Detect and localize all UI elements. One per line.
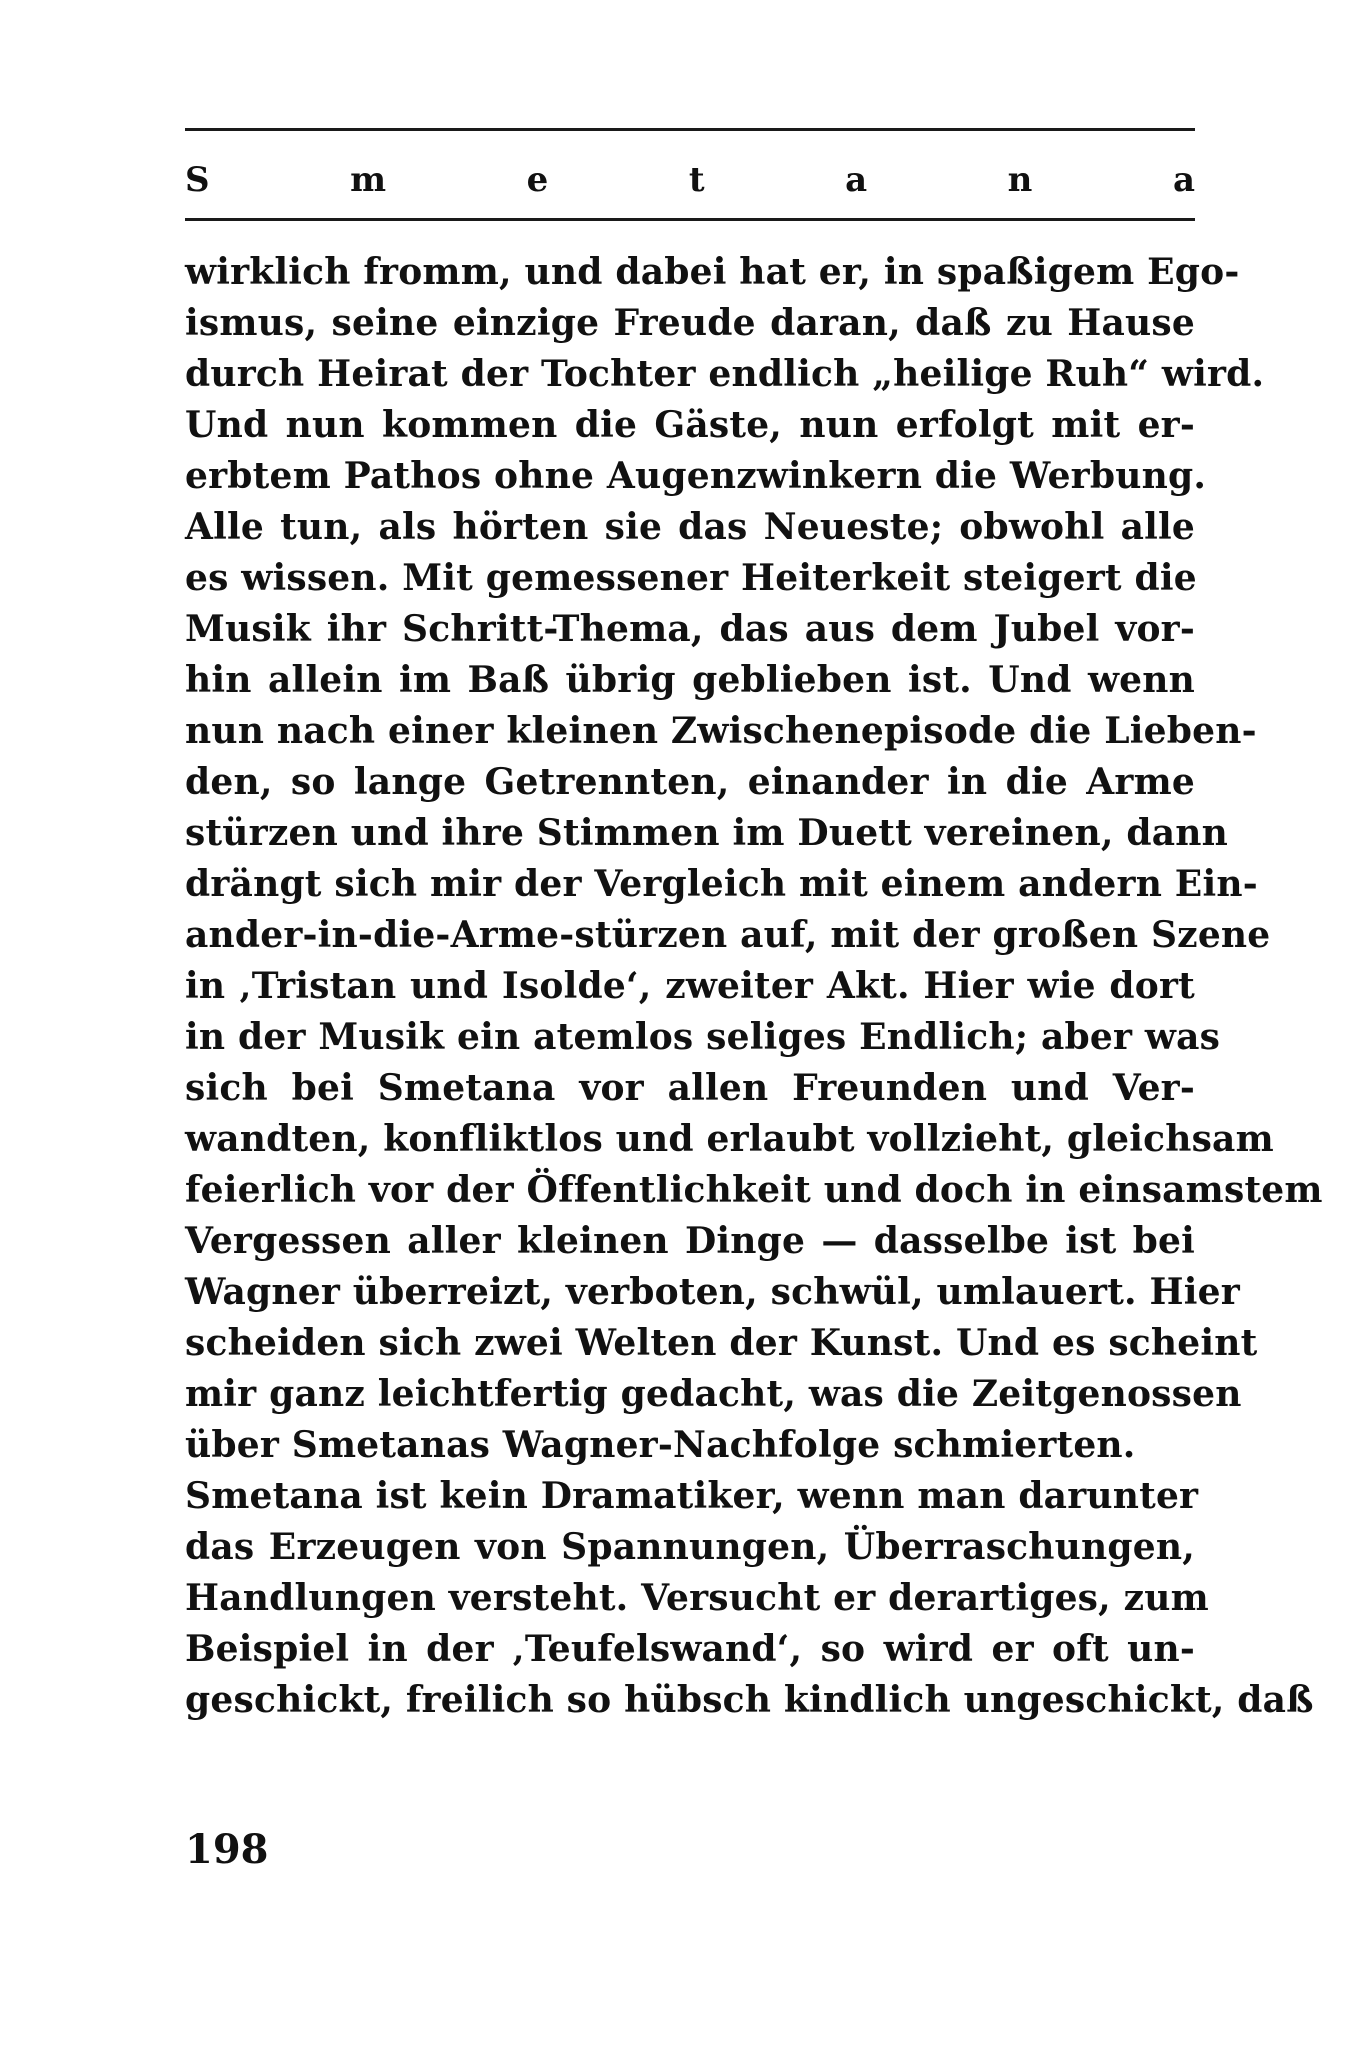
- body-text: [185, 247, 1323, 1726]
- header-rule-bottom: [185, 218, 1195, 221]
- text-line: wandten, konfliktlos und erlaubt vollzieht, gleichsam: [185, 1118, 1274, 1160]
- text-line: Und nun kommen die Gäste, nun erfolgt mit er-: [185, 404, 1195, 446]
- running-head: [185, 150, 1195, 210]
- header-rule-top: [185, 128, 1195, 131]
- text-line: den, so lange Getrennten, einander in die Arme: [185, 761, 1195, 803]
- text-line: hin allein im Baß übrig geblieben ist. Und wenn: [185, 659, 1195, 701]
- text-line: mir ganz leichtfertig gedacht, was die Zeitgenossen: [185, 1373, 1242, 1415]
- running-head-letter: n: [1007, 160, 1033, 200]
- text-line: geschickt, freilich so hübsch kindlich ungeschickt, daß: [185, 1679, 1314, 1721]
- running-head-letter: S: [185, 160, 210, 200]
- text-line: Handlungen versteht. Versucht er derartiges, zum: [185, 1577, 1209, 1619]
- running-head-letter: t: [688, 160, 705, 200]
- text-line: es wissen. Mit gemessener Heiterkeit steigert die: [185, 557, 1197, 599]
- running-head-letter: a: [1172, 160, 1195, 200]
- text-line: Wagner überreizt, verboten, schwül, umlauert. Hier: [185, 1271, 1240, 1313]
- text-line: sich bei Smetana vor allen Freunden und Ver-: [185, 1067, 1195, 1109]
- text-line: durch Heirat der Tochter endlich „heilige Ruh“ wird.: [185, 353, 1265, 395]
- text-line: scheiden sich zwei Welten der Kunst. Und es scheint: [185, 1322, 1258, 1364]
- text-line: erbtem Pathos ohne Augenzwinkern die Werbung.: [185, 455, 1207, 497]
- text-line: stürzen und ihre Stimmen im Duett vereinen, dann: [185, 812, 1229, 854]
- running-head-letter: m: [350, 160, 387, 200]
- text-line: feierlich vor der Öffentlichkeit und doch in einsamstem: [185, 1169, 1323, 1211]
- running-head-letter: a: [845, 160, 868, 200]
- running-head-letter: e: [526, 160, 549, 200]
- text-line: über Smetanas Wagner-Nachfolge schmierten.: [185, 1424, 1136, 1466]
- text-line: Alle tun, als hörten sie das Neueste; obwohl alle: [185, 506, 1195, 548]
- text-line: ismus, seine einzige Freude daran, daß zu Hause: [185, 302, 1195, 344]
- text-line: Beispiel in der ‚Teufelswand‘, so wird er oft un-: [185, 1628, 1195, 1670]
- text-line: ander-in-die-Arme-stürzen auf, mit der großen Szene: [185, 914, 1271, 956]
- text-line: drängt sich mir der Vergleich mit einem andern Ein-: [185, 863, 1258, 905]
- text-line: in ‚Tristan und Isolde‘, zweiter Akt. Hier wie dort: [185, 965, 1195, 1007]
- text-line: in der Musik ein atemlos seliges Endlich; aber was: [185, 1016, 1221, 1058]
- text-line: das Erzeugen von Spannungen, Überraschungen,: [185, 1526, 1195, 1568]
- text-line: nun nach einer kleinen Zwischenepisode die Lieben-: [185, 710, 1257, 752]
- text-line: Musik ihr Schritt-Thema, das aus dem Jubel vor-: [185, 608, 1195, 650]
- text-line: Vergessen aller kleinen Dinge — dasselbe ist bei: [185, 1220, 1195, 1262]
- text-line: wirklich fromm, und dabei hat er, in spaßigem Ego-: [185, 251, 1240, 293]
- page-number: 198: [185, 1826, 269, 1873]
- text-line: Smetana ist kein Dramatiker, wenn man darunter: [185, 1475, 1199, 1517]
